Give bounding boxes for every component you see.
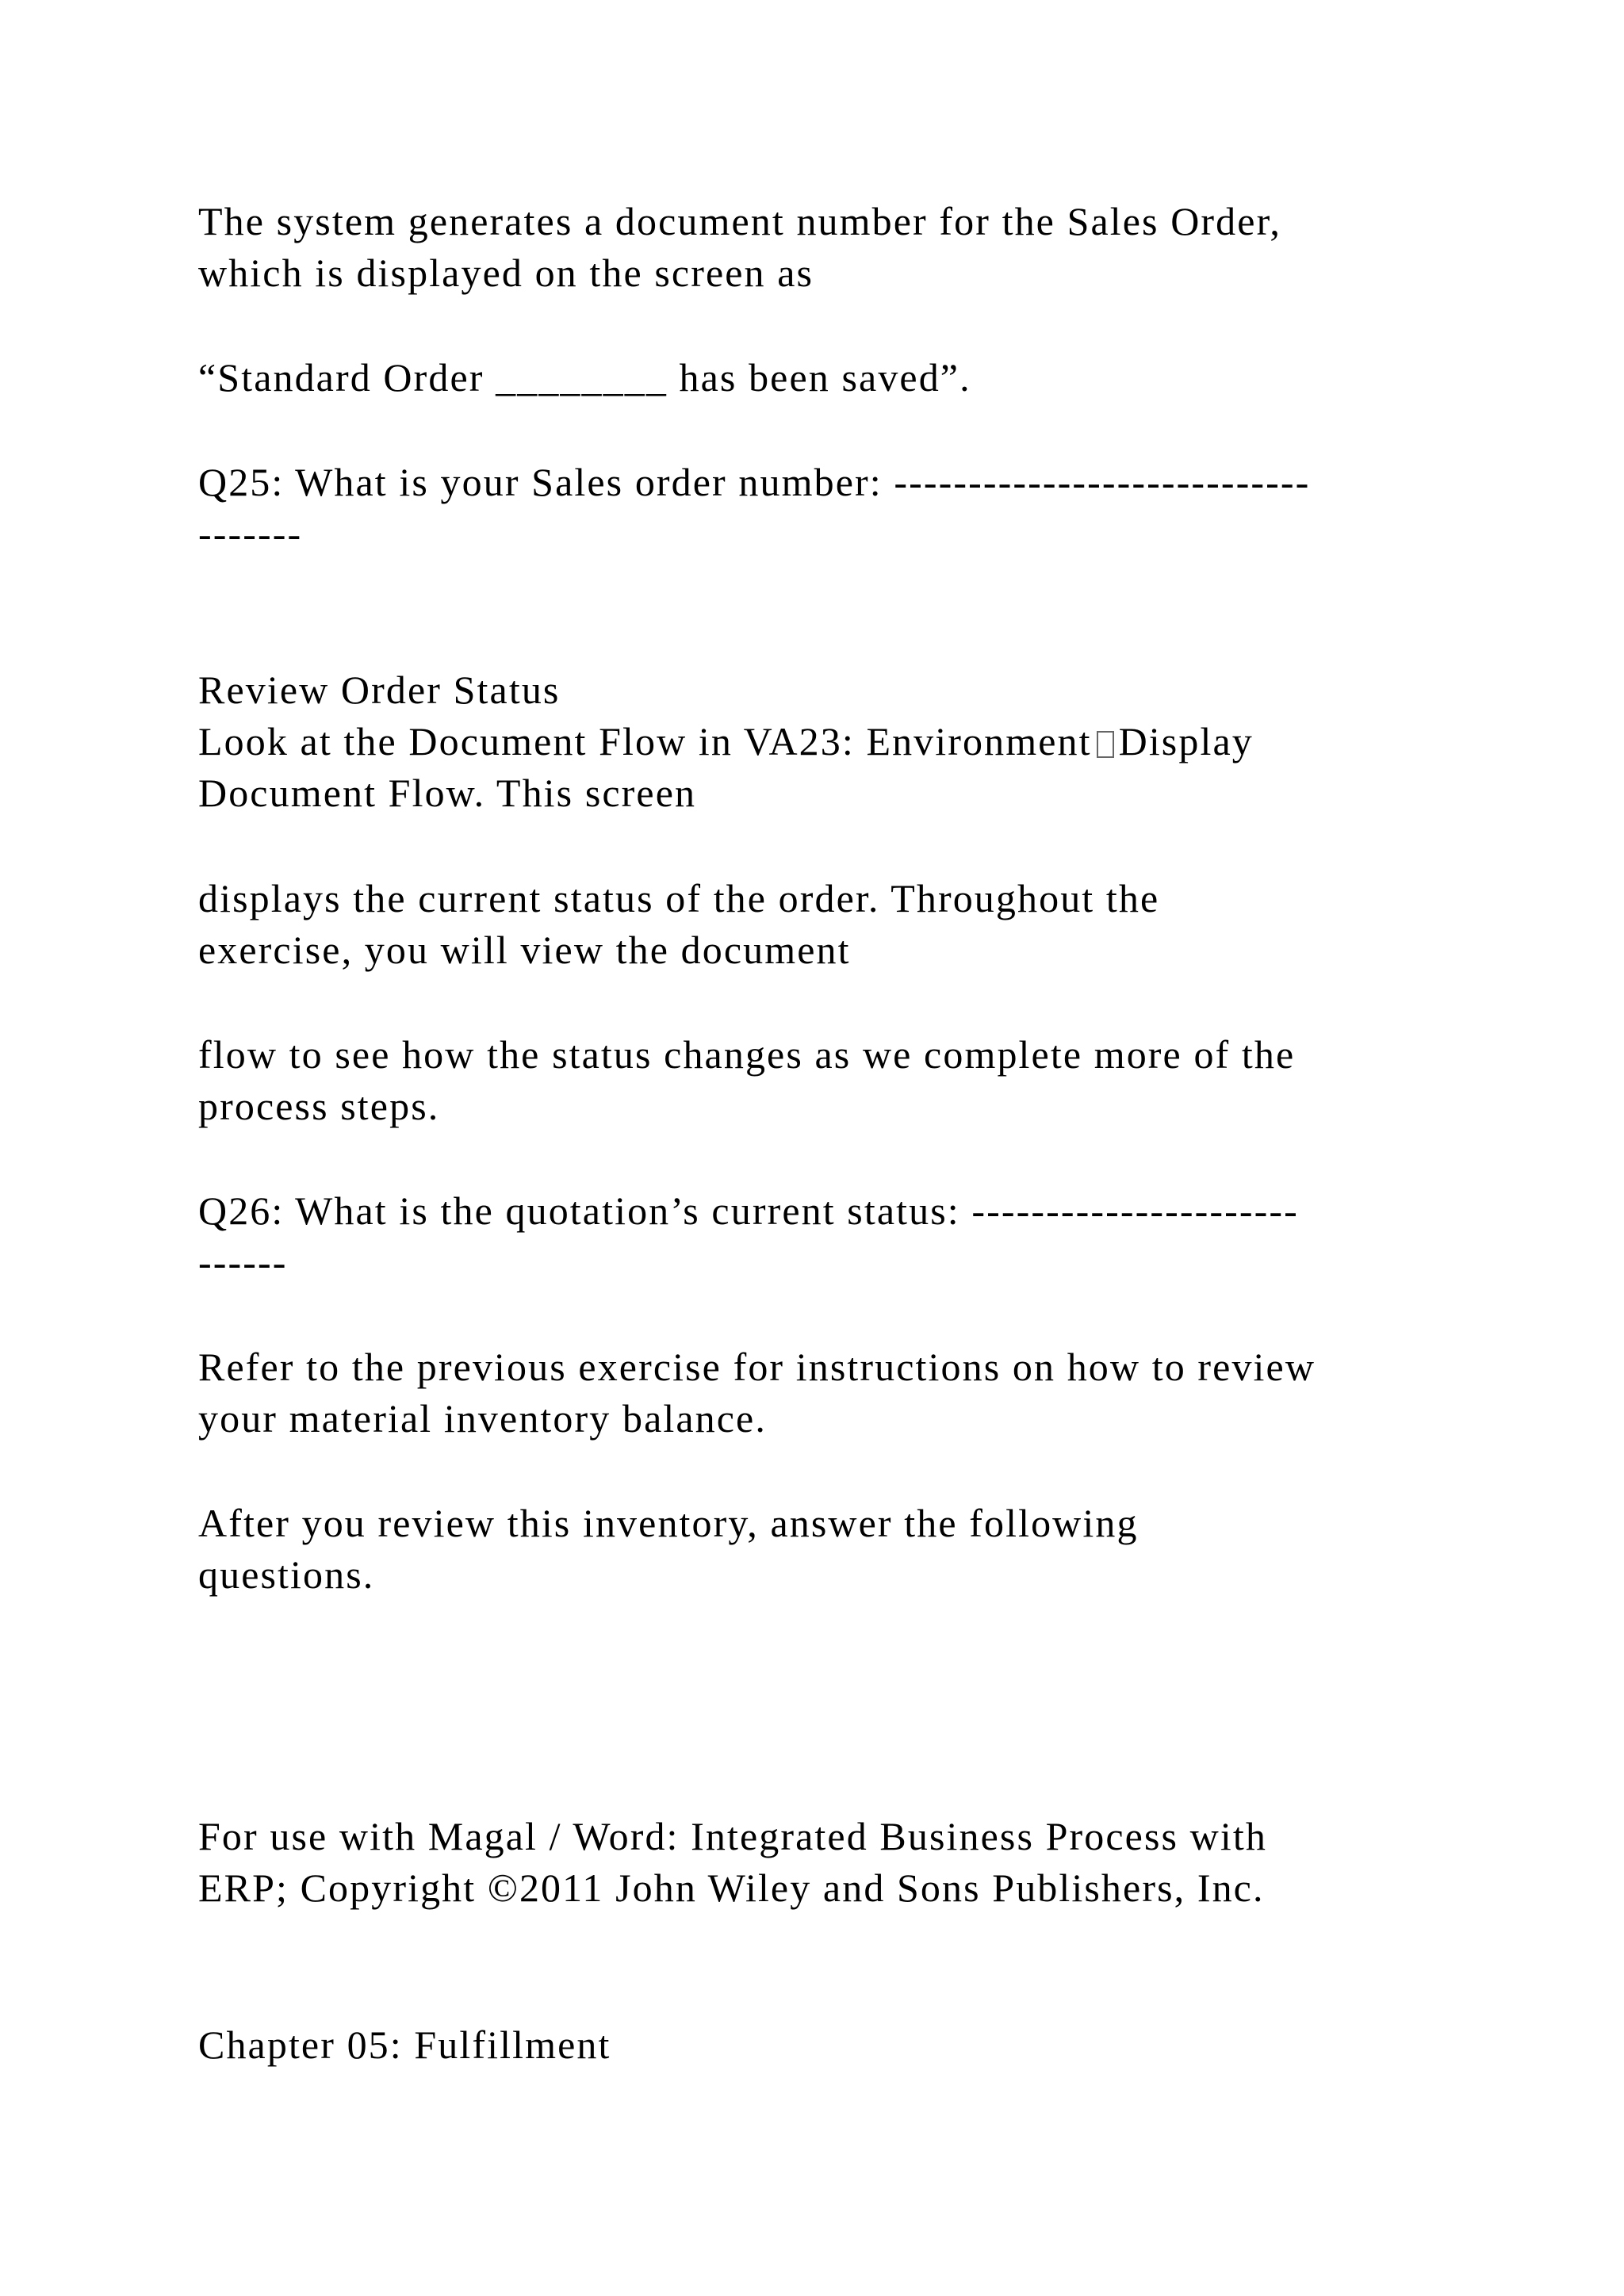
paragraph-refer-previous: Refer to the previous exercise for instructions on how to review your material inventory balance. [198, 1345, 1316, 1441]
footer-copyright: For use with Magal / Word: Integrated Business Process with ERP; Copyright ©2011 John Wiley and Sons Publishers, Inc. [198, 1814, 1267, 1910]
paragraph-flow-status: flow to see how the status changes as we complete more of the process steps. [198, 1032, 1296, 1128]
paragraph-after-review: After you review this inventory, answer the following questions. [198, 1501, 1139, 1597]
paragraph-intro: The system generates a document number for the Sales Order, which is displayed on the screen as [198, 199, 1281, 295]
footer-chapter: Chapter 05: Fulfillment [198, 2022, 611, 2067]
question-q26: Q26: What is the quotation’s current status: ---------------------- ------ [198, 1188, 1299, 1284]
arrow-symbol-icon [1097, 731, 1114, 758]
paragraph-current-status: displays the current status of the order. Throughout the exercise, you will view the document [198, 876, 1160, 972]
display-document-flow-text: Display Document Flow. This screen [198, 719, 1254, 815]
review-order-status-text: Review Order Status Look at the Document Flow in VA23: Environment [198, 668, 1092, 763]
paragraph-review-order-status [198, 664, 1435, 819]
paragraph-standard-order: “Standard Order ________ has been saved”. [198, 355, 971, 400]
question-q25: Q25: What is your Sales order number: ---------------------------- ------- [198, 460, 1311, 556]
